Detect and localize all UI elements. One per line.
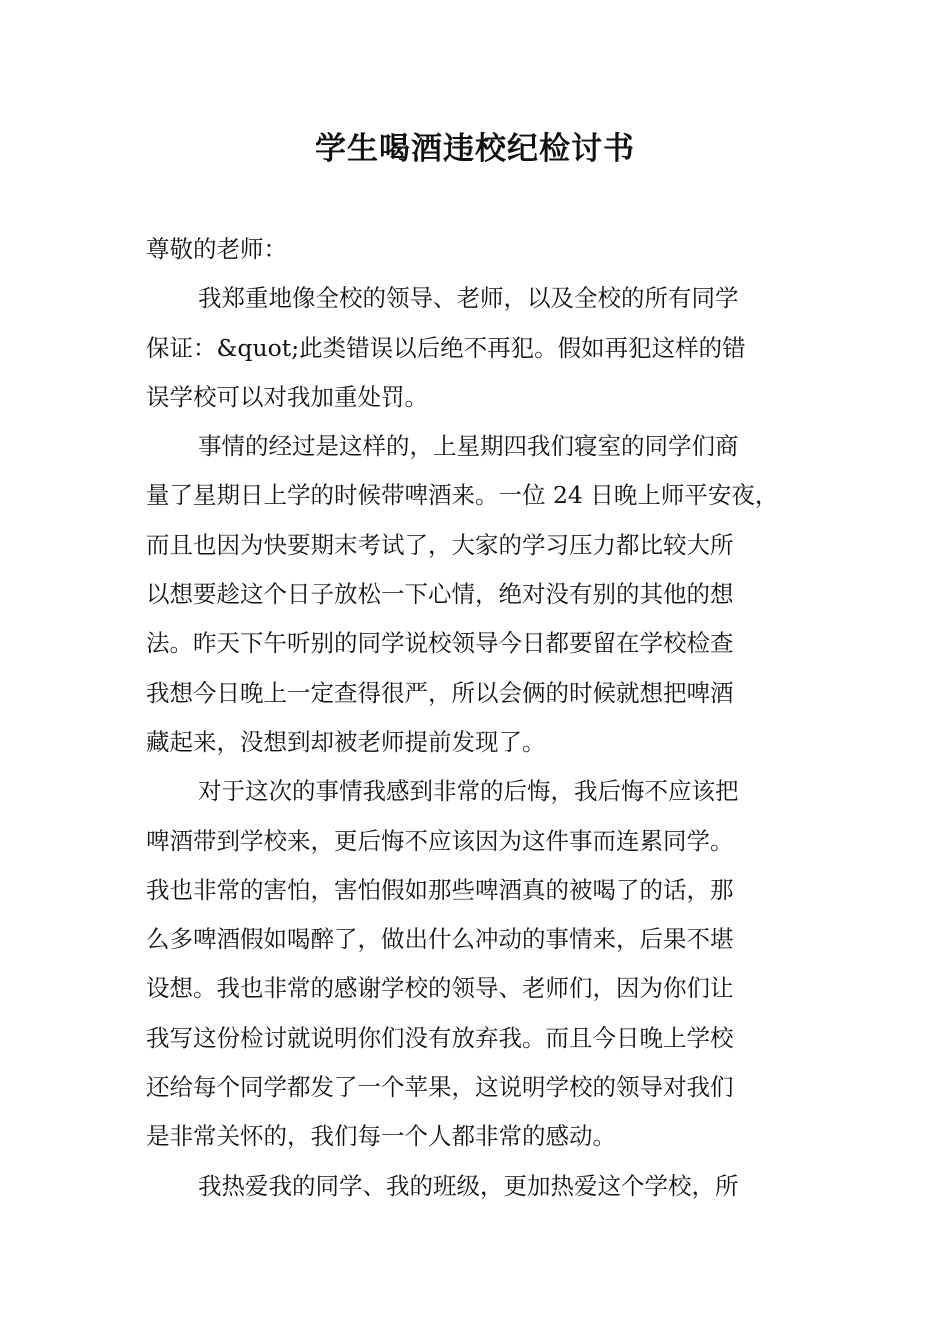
paragraph-1-line-3: 误学校可以对我加重处罚。 [146, 382, 428, 411]
paragraph-3-line-2: 啤酒带到学校来，更后悔不应该因为这件事而连累同学。 [146, 826, 734, 855]
paragraph-1-line-2: 保证：&quot;此类错误以后绝不再犯。假如再犯这样的错 [146, 333, 746, 362]
paragraph-4-line-1: 我热爱我的同学、我的班级，更加热爱这个学校，所 [198, 1171, 739, 1200]
paragraph-2-line-2: 量了星期日上学的时候带啤酒来。一位 24 日晚上师平安夜， [146, 481, 779, 510]
paragraph-2-line-6: 我想今日晚上一定查得很严，所以会俩的时候就想把啤酒 [146, 678, 734, 707]
paragraph-3-line-5: 设想。我也非常的感谢学校的领导、老师们，因为你们让 [146, 974, 734, 1003]
paragraph-3-line-6: 我写这份检讨就说明你们没有放弃我。而且今日晚上学校 [146, 1023, 734, 1052]
paragraph-3-line-4: 么多啤酒假如喝醉了，做出什么冲动的事情来，后果不堪 [146, 925, 734, 954]
salutation-line: 尊敬的老师： [146, 235, 287, 263]
paragraph-3-line-8: 是非常关怀的，我们每一个人都非常的感动。 [146, 1122, 616, 1151]
paragraph-3-line-1: 对于这次的事情我感到非常的后悔，我后悔不应该把 [198, 777, 739, 806]
paragraph-1-line-1: 我郑重地像全校的领导、老师，以及全校的所有同学 [198, 284, 739, 313]
document-title: 学生喝酒违校纪检讨书 [315, 131, 635, 167]
paragraph-2-line-3: 而且也因为快要期末考试了，大家的学习压力都比较大所 [146, 530, 734, 559]
paragraph-2-line-5: 法。昨天下午听别的同学说校领导今日都要留在学校检查 [146, 629, 734, 658]
document-body [146, 225, 822, 1211]
paragraph-2-line-4: 以想要趁这个日子放松一下心情，绝对没有别的其他的想 [146, 580, 734, 609]
paragraph-2-line-1: 事情的经过是这样的，上星期四我们寝室的同学们商 [198, 432, 739, 461]
paragraph-3-line-7: 还给每个同学都发了一个苹果，这说明学校的领导对我们 [146, 1073, 734, 1102]
paragraph-3-line-3: 我也非常的害怕，害怕假如那些啤酒真的被喝了的话，那 [146, 875, 734, 904]
paragraph-2-line-7: 藏起来，没想到却被老师提前发现了。 [146, 727, 546, 756]
